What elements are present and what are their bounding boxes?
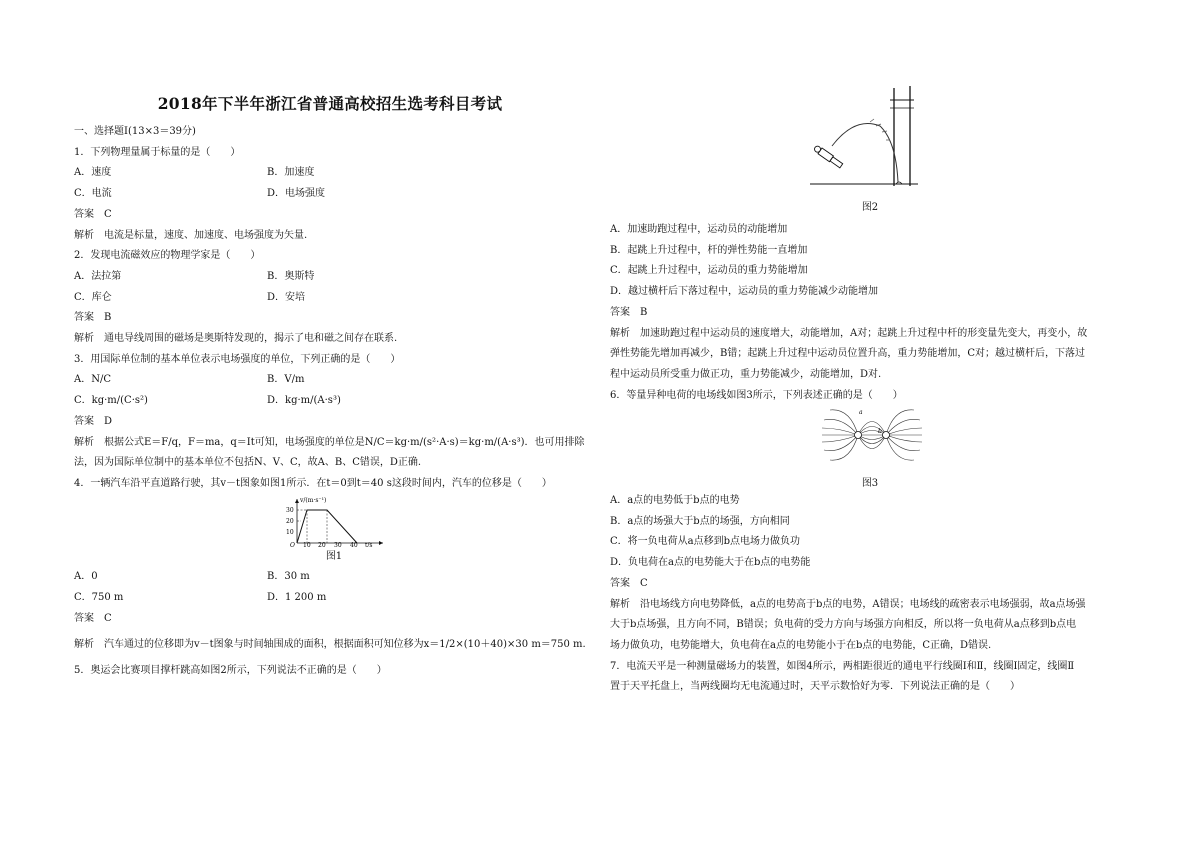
figure-3 xyxy=(820,406,924,464)
option: A．法拉第 xyxy=(74,270,122,282)
analysis: 解析 沿电场线方向电势降低，a点的电势高于b点的电势，A错误；电场线的疏密表示电场强弱，故a点场强 xyxy=(610,598,1086,610)
y-arrow xyxy=(295,499,299,503)
analysis: 解析 通电导线周围的磁场是奥斯特发现的，揭示了电和磁之间存在联系. xyxy=(74,333,398,345)
question-stem: 4．一辆汽车沿平直道路行驶，其v－t图象如图1所示．在t＝0到t＝40 s这段时间内，汽车的位移是（ ） xyxy=(74,477,552,489)
figure-caption: 图2 xyxy=(861,202,879,213)
analysis: 解析 电流是标量，速度、加速度、电场强度为矢量. xyxy=(74,229,308,241)
positive-charge xyxy=(855,432,862,439)
options-row xyxy=(74,267,594,288)
figure-2 xyxy=(810,86,920,190)
x-tick: 30 xyxy=(334,541,342,547)
option: D．电场强度 xyxy=(267,188,326,200)
option: A．a点的电势低于b点的电势 xyxy=(610,495,740,506)
option: D．kg·m/(A·s³) xyxy=(267,395,341,407)
figure-caption: 图1 xyxy=(325,550,343,562)
question-stem: 2．发现电流磁效应的物理学家是（ ） xyxy=(74,250,261,262)
x-tick: 20 xyxy=(318,541,326,547)
option: C．电流 xyxy=(74,188,112,200)
options-row xyxy=(74,184,594,205)
options-row xyxy=(74,163,594,184)
question-stem: 5．奥运会比赛项目撑杆跳高如图2所示，下列说法不正确的是（ ） xyxy=(74,665,387,677)
option: C．起跳上升过程中，运动员的重力势能增加 xyxy=(610,265,808,277)
motion-lines xyxy=(870,119,890,140)
pole-vault-illustration xyxy=(810,86,920,190)
analysis: 解析 根据公式E＝F/q，F＝ma，q＝It可知，电场强度的单位是N/C＝kg·m/(s²·A·s)＝kg·m/(A·s³)．也可用排除 xyxy=(74,436,585,448)
option: B．起跳上升过程中，杆的弹性势能一直增加 xyxy=(610,244,808,256)
analysis-cont: 大于b点场强，且方向不同，B错误；负电荷的受力方向与场强方向相反，所以将一负电荷从a点移到b点电 xyxy=(610,619,1077,631)
analysis-cont: 程中运动员所受重力做正功，重力势能减少，动能增加，D对. xyxy=(610,368,882,380)
option: A．加速助跑过程中，运动员的动能增加 xyxy=(610,224,788,235)
option: C．库仑 xyxy=(74,291,112,303)
y-axis-label: v/(m·s⁻¹) xyxy=(300,496,327,504)
options-row xyxy=(74,370,594,391)
field-lines xyxy=(822,410,922,460)
answer: 答案 C xyxy=(610,577,648,589)
option: B．30 m xyxy=(267,571,310,583)
option: A．速度 xyxy=(74,167,112,179)
analysis-cont: 场力做负功，电势能增大，负电荷在a点的电势能小于在b点的电势能，C正确，D错误. xyxy=(610,639,992,651)
vt-graph xyxy=(279,495,389,547)
option: B．加速度 xyxy=(267,167,315,179)
x-tick: 40 xyxy=(350,541,358,547)
option: D．1 200 m xyxy=(267,592,327,604)
option: C．将一负电荷从a点移到b点电场力做负功 xyxy=(610,536,801,548)
options-row xyxy=(74,391,594,412)
x-axis-label: t/s xyxy=(365,541,373,547)
answer: 答案 C xyxy=(74,612,112,624)
option: D．越过横杆后下落过程中，运动员的重力势能减少动能增加 xyxy=(610,286,879,298)
figure-caption: 图3 xyxy=(861,478,879,489)
q5-block xyxy=(610,220,1150,406)
options-row xyxy=(74,288,594,309)
x-tick: 10 xyxy=(303,541,311,547)
answer: 答案 B xyxy=(74,312,112,324)
pole xyxy=(832,124,898,183)
page-title: 2018年下半年浙江省普通高校招生选考科目考试 xyxy=(157,94,503,113)
options-row xyxy=(74,567,594,588)
y-tick: 30 xyxy=(286,506,294,514)
option: D．负电荷在a点的电势能大于在b点的电势能 xyxy=(610,557,811,569)
question-stem: 1．下列物理量属于标量的是（ ） xyxy=(74,146,241,158)
option: B．奥斯特 xyxy=(267,270,315,282)
y-tick: 10 xyxy=(286,528,294,536)
option: A．0 xyxy=(74,571,98,583)
analysis-cont: 法，因为国际单位制中的基本单位不包括N、V、C，故A、B、C错误，D正确. xyxy=(74,457,422,469)
option: B．a点的场强大于b点的场强，方向相同 xyxy=(610,515,790,527)
option: C．kg·m/(C·s²) xyxy=(74,395,148,407)
question-stem: 3．用国际单位制的基本单位表示电场强度的单位，下列正确的是（ ） xyxy=(74,353,401,365)
analysis-cont: 弹性势能先增加再减少，B错；起跳上升过程中运动员位置升高，重力势能增加，C对；越过横杆后，下落过 xyxy=(610,348,1085,360)
question-stem: 6．等量异种电荷的电场线如图3所示，下列表述正确的是（ ） xyxy=(610,389,903,401)
negative-charge xyxy=(883,432,890,439)
q6-block xyxy=(610,491,1150,698)
option: C．750 m xyxy=(74,592,124,604)
field-lines-diagram xyxy=(820,406,924,464)
x-arrow xyxy=(379,541,383,545)
athlete xyxy=(813,145,843,169)
question-stem: 7．电流天平是一种测量磁场力的装置，如图4所示，两相距很近的通电平行线圈Ⅰ和Ⅱ，线圈Ⅰ固定，线圈Ⅱ xyxy=(610,660,1075,672)
option: B．V/m xyxy=(267,374,305,386)
answer: 答案 D xyxy=(74,415,113,427)
answer: 答案 C xyxy=(74,208,112,220)
origin-label: O xyxy=(290,541,295,547)
y-tick: 20 xyxy=(286,517,294,525)
option: D．安培 xyxy=(267,291,306,303)
point-a-label: a xyxy=(859,409,863,416)
section-heading: 一、选择题Ⅰ(13×3＝39分) xyxy=(74,126,196,137)
answer: 答案 B xyxy=(610,306,648,318)
options-row xyxy=(74,588,594,609)
option: A．N/C xyxy=(74,374,111,386)
analysis: 解析 汽车通过的位移即为v－t图象与时间轴围成的面积，根据面积可知位移为x＝1/2×(10＋40)×30 m＝750 m. xyxy=(74,639,586,651)
left-column xyxy=(74,122,594,682)
figure-1 xyxy=(74,495,594,547)
question-stem-cont: 置于天平托盘上，当两线圈均无电流通过时，天平示数恰好为零．下列说法正确的是（ ） xyxy=(610,681,1020,693)
analysis: 解析 加速助跑过程中运动员的速度增大，动能增加，A对；起跳上升过程中杆的形变量先变大，再变小，故 xyxy=(610,327,1088,339)
point-b-label: b xyxy=(878,428,882,435)
